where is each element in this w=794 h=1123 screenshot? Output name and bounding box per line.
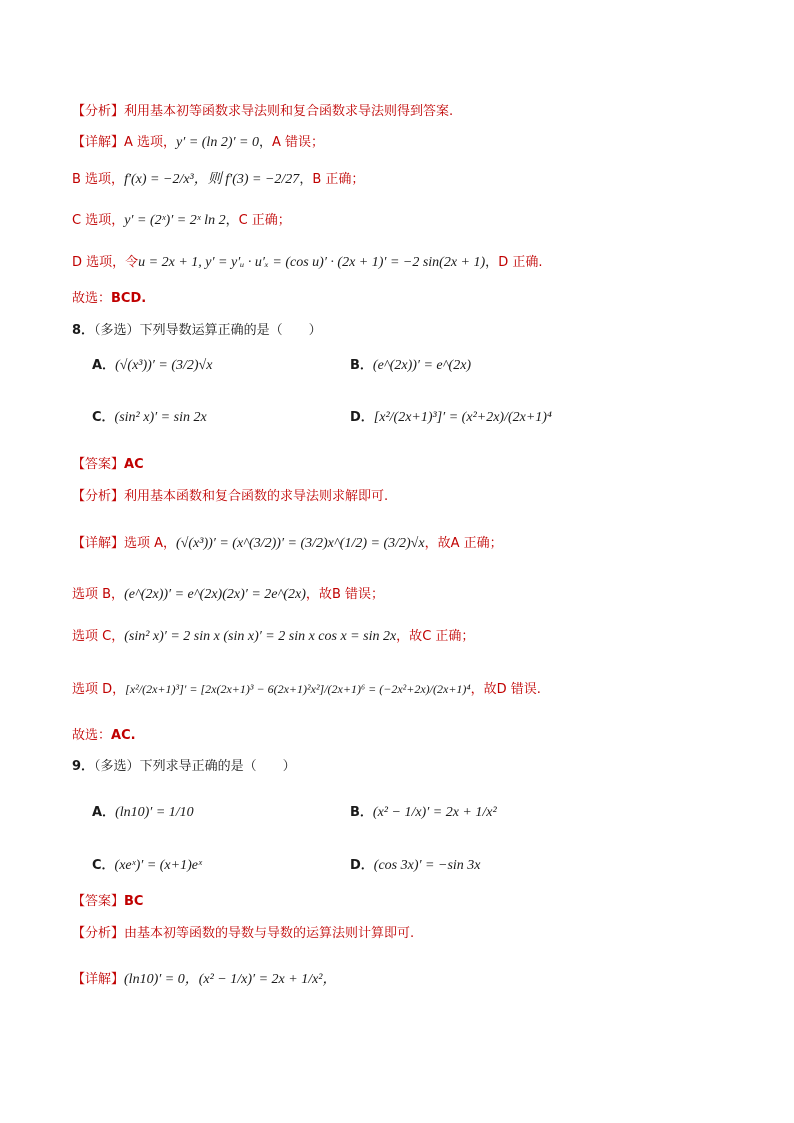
q8-choice-line [72,726,136,746]
q9-tag: （多选） [94,759,140,774]
q7-b-suffix: ， [299,172,313,187]
q8-detail-a-formula: (√(x³))′ = (x^(3/2))′ = (3/2)x^(1/2) = (3/2)√x [176,536,425,551]
q8-tag: （多选） [94,323,140,338]
analysis-tag: 【分析】 [72,489,125,504]
q8-detail-a-suffix: ，故 [424,536,451,551]
q7-a-suffix: ， [259,135,273,150]
q9-analysis-line [72,924,414,944]
q8-detail-d-formula: [x²/(2x+1)³]′ = [2x(2x+1)³ − 6(2x+1)²x²]/(2x+1)⁶ = (−2x²+2x)/(2x+1)⁴ [125,682,471,696]
q8-option-a [92,356,212,376]
q7-a-formula: y′ = (ln 2)′ = 0 [176,135,259,150]
q7-b-prefix: B 选项， [72,172,125,187]
q7-a-prefix: A 选项， [124,135,177,150]
option-formula: (e^(2x))′ = e^(2x) [372,358,472,373]
option-formula: (x² − 1/x)′ = 2x + 1/x² [372,805,497,820]
q7-d-prefix: D 选项，令 [72,255,139,270]
q7-c-judge: C 正确； [238,213,291,228]
q8-choice-label: 故选： [72,728,112,743]
q7-b-judge: B 正确； [312,172,365,187]
q8-stem: 下列导数运算正确的是（ ） [139,323,322,338]
q7-d-formula: u = 2x + 1, y′ = y′ᵤ · u′ₓ = (cos u)′ · (2x + 1)′ = −2 sin(2x + 1) [138,255,486,270]
answer-tag: 【答案】 [72,457,125,472]
detail-tag: 【详解】 [72,972,125,987]
option-formula: (√(x³))′ = (3/2)√x [115,358,213,373]
q7-analysis-text: 利用基本初等函数求导法则和复合函数求导法则得到答案. [124,104,454,119]
q9-stem-line [72,757,296,777]
q7-detail-c-line [72,211,291,231]
option-label: B． [350,358,373,373]
q9-detail-formula: (ln10)′ = 0，(x² − 1/x)′ = 2x + 1/x²， [124,972,337,987]
q7-detail-b-line [72,170,364,190]
q9-option-a [92,803,194,823]
q8-detail-c-line [72,627,474,647]
q9-analysis-text: 由基本初等函数的导数与导数的运算法则计算即可. [124,926,415,941]
option-label: B． [350,805,373,820]
q7-d-suffix: ， [485,255,499,270]
q8-detail-d-judge: D 错误. [496,682,541,697]
q8-option-d [350,408,552,428]
q8-detail-d-line [72,679,541,700]
q8-detail-c-judge: C 正确； [422,629,475,644]
option-formula: [x²/(2x+1)³]′ = (x²+2x)/(2x+1)⁴ [373,410,552,425]
option-label: A． [92,358,116,373]
q8-stem-line [72,321,322,341]
q9-option-d [350,856,481,876]
option-formula: (ln10)′ = 1/10 [115,805,194,820]
analysis-tag: 【分析】 [72,926,125,941]
q8-detail-c-suffix: ，故 [396,629,423,644]
q8-analysis-line [72,487,388,507]
q7-choice-line [72,289,146,309]
q9-detail-line [72,970,337,990]
q7-c-suffix: ， [225,213,239,228]
q8-detail-b-formula: (e^(2x))′ = e^(2x)(2x)′ = 2e^(2x) [124,587,306,602]
q7-detail-a-line [72,133,324,153]
q8-detail-b-judge: B 错误； [331,587,384,602]
q7-c-prefix: C 选项， [72,213,125,228]
q7-detail-d-line [72,253,542,273]
q8-detail-c-formula: (sin² x)′ = 2 sin x (sin x)′ = 2 sin x cos x = sin 2x [124,629,397,644]
q7-d-judge: D 正确. [498,255,543,270]
q7-a-judge: A 错误； [272,135,325,150]
q8-detail-c-prefix: 选项 C， [72,629,125,644]
q9-stem: 下列求导正确的是（ ） [139,759,296,774]
option-label: C． [92,410,115,425]
q8-detail-a-judge: A 正确； [450,536,503,551]
option-label: D． [350,410,374,425]
q7-choice-value: BCD. [111,291,147,306]
analysis-tag: 【分析】 [72,104,125,119]
q8-detail-d-prefix: 选项 D， [72,682,126,697]
q7-b-formula: f′(x) = −2/x³，则 f′(3) = −2/27 [124,172,300,187]
q8-answer-value: AC [124,457,144,472]
q8-detail-a-line [72,534,503,554]
answer-tag: 【答案】 [72,894,125,909]
option-formula: (sin² x)′ = sin 2x [114,410,207,425]
q8-answer-line [72,455,144,475]
option-label: D． [350,858,374,873]
option-formula: (cos 3x)′ = −sin 3x [373,858,481,873]
q9-answer-line [72,892,143,912]
q8-analysis-text: 利用基本函数和复合函数的求导法则求解即可. [124,489,389,504]
option-label: C． [92,858,115,873]
q8-detail-b-prefix: 选项 B， [72,587,125,602]
q8-option-b [350,356,471,376]
q9-answer-value: BC [124,894,144,909]
q9-option-b [350,803,497,823]
q7-choice-label: 故选： [72,291,112,306]
q8-number: 8． [72,323,95,338]
q9-number: 9． [72,759,95,774]
q8-detail-b-line [72,585,384,605]
detail-tag: 【详解】 [72,536,125,551]
detail-tag: 【详解】 [72,135,125,150]
q8-detail-b-suffix: ，故 [305,587,332,602]
q7-c-formula: y′ = (2ˣ)′ = 2ˣ ln 2 [124,213,226,228]
option-label: A． [92,805,116,820]
q8-detail-a-prefix: 选项 A， [124,536,177,551]
option-formula: (xeˣ)′ = (x+1)eˣ [114,858,202,873]
q8-detail-d-suffix: ，故 [470,682,497,697]
q7-analysis-line [72,102,453,122]
q9-option-c [92,856,202,876]
q8-option-c [92,408,207,428]
q8-choice-value: AC. [111,728,136,743]
